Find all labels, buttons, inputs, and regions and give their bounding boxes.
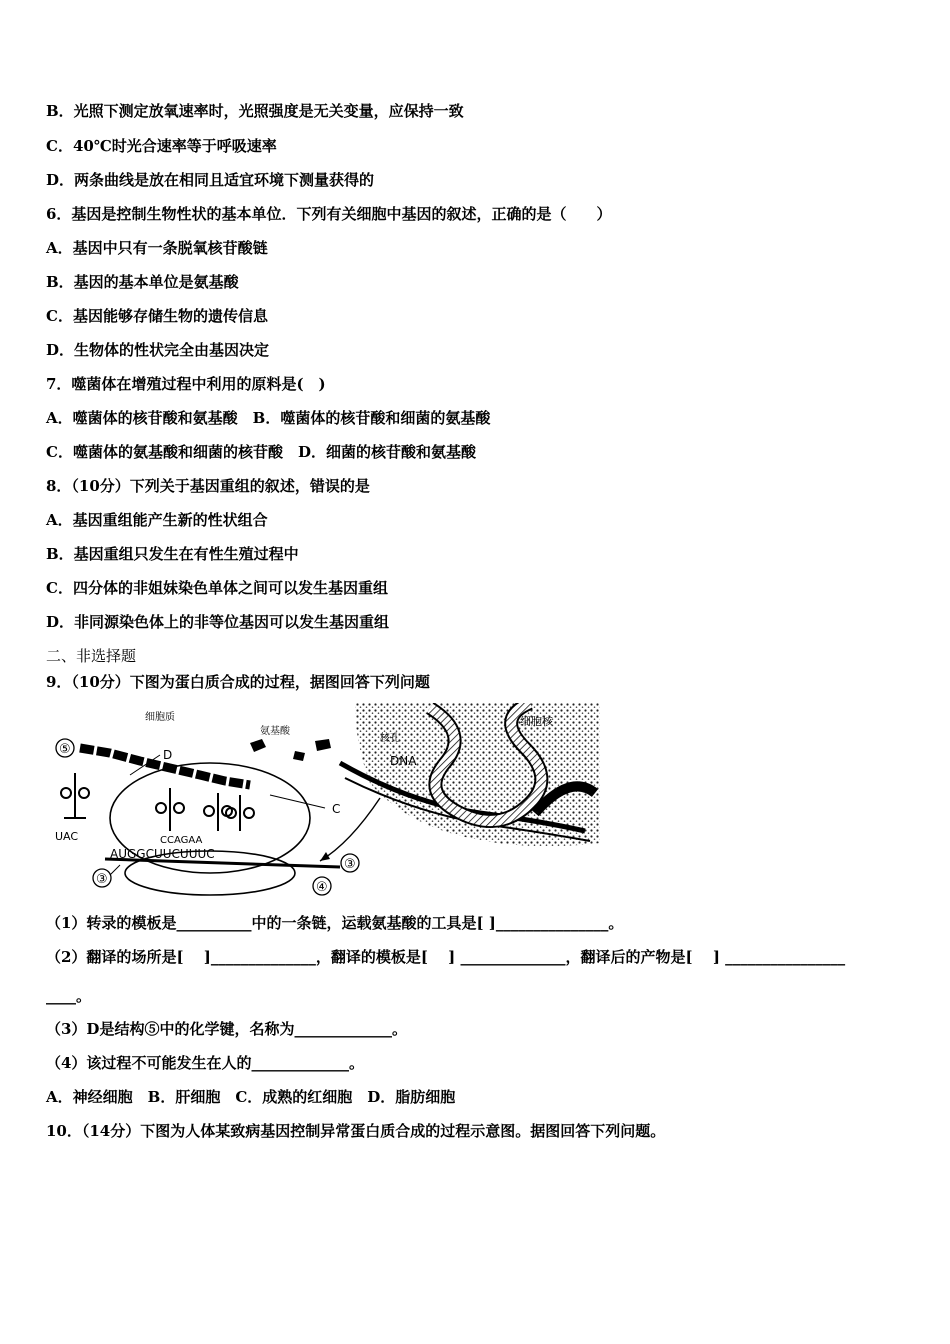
trna-bound-2	[204, 793, 232, 831]
q9-part2: （2）翻译的场所是[ ]______________，翻译的模板是[ ] ______________，翻译后的产物是[ ] ________________	[46, 948, 846, 966]
trna-bound-3	[226, 795, 254, 831]
label-d: D	[163, 748, 173, 762]
question-8: 8．（10分）下列关于基因重组的叙述，错误的是	[46, 477, 370, 495]
amino-acid-shape	[315, 739, 331, 751]
protein-synthesis-figure	[50, 703, 600, 898]
section-heading: 二、非选择题	[46, 647, 137, 665]
question-6: 6．基因是控制生物性状的基本单位．下列有关细胞中基因的叙述，正确的是（ ）	[46, 205, 612, 223]
trna-free	[61, 773, 89, 818]
question-7: 7．噬菌体在增殖过程中利用的原料是( )	[46, 375, 326, 393]
option-8a: A．基因重组能产生新的性状组合	[46, 511, 268, 529]
svg-text:⑤: ⑤	[59, 742, 71, 757]
label-mrna: AUGGCUUCUUUC	[110, 847, 215, 861]
amino-acid-shape	[250, 739, 266, 752]
option-8c: C．四分体的非姐妹染色单体之间可以发生基因重组	[46, 579, 388, 597]
option-6c: C．基因能够存储生物的遗传信息	[46, 307, 268, 325]
options-7cd: C．噬菌体的氨基酸和细菌的核苷酸 D．细菌的核苷酸和氨基酸	[46, 443, 476, 461]
question-10: 10．（14分）下图为人体某致病基因控制异常蛋白质合成的过程示意图。据图回答下列问题。	[46, 1122, 666, 1140]
question-9: 9．（10分）下图为蛋白质合成的过程，据图回答下列问题	[46, 673, 430, 691]
option-6a: A．基因中只有一条脱氧核苷酸链	[46, 239, 268, 257]
option-5d: D．两条曲线是放在相同且适宜环境下测量获得的	[46, 171, 375, 189]
option-6d: D．生物体的性状完全由基因决定	[46, 341, 270, 359]
svg-text:④: ④	[316, 880, 328, 895]
q9-part4-options: A．神经细胞 B．肝细胞 C．成熟的红细胞 D．脂肪细胞	[46, 1088, 456, 1106]
label-dna: DNA	[390, 754, 417, 768]
option-8d: D．非同源染色体上的非等位基因可以发生基因重组	[46, 613, 390, 631]
q9-part1: （1）转录的模板是__________中的一条链，运载氨基酸的工具是[ ]_______________。	[46, 914, 624, 932]
q9-part3: （3）D是结构⑤中的化学键，名称为_____________。	[46, 1020, 407, 1038]
q9-part4: （4）该过程不可能发生在人的_____________。	[46, 1054, 364, 1072]
label-cytoplasm: 细胞质	[145, 712, 175, 723]
trna-bound-1	[156, 788, 184, 831]
label-nucleus: 细胞核	[520, 715, 553, 728]
svg-text:③: ③	[344, 857, 356, 872]
label-anticodon: UAC	[55, 830, 79, 843]
option-6b: B．基因的基本单位是氨基酸	[46, 273, 239, 291]
option-8b: B．基因重组只发生在有性生殖过程中	[46, 545, 299, 563]
export-arrow	[320, 798, 380, 861]
options-7ab: A．噬菌体的核苷酸和氨基酸 B．噬菌体的核苷酸和细菌的氨基酸	[46, 409, 491, 427]
svg-text:③: ③	[96, 872, 108, 887]
label-c: C	[332, 802, 341, 816]
label-codons-top: CCAGAA	[160, 835, 203, 846]
label-amino-acid: 氨基酸	[260, 726, 290, 737]
option-5c: C．40℃时光合速率等于呼吸速率	[46, 137, 277, 155]
amino-acid-shape	[293, 751, 305, 761]
option-5b: B．光照下测定放氧速率时，光照强度是无关变量，应保持一致	[46, 102, 464, 120]
label-pore: 核孔	[380, 733, 400, 744]
q9-part2-cont: ____。	[46, 987, 92, 1005]
